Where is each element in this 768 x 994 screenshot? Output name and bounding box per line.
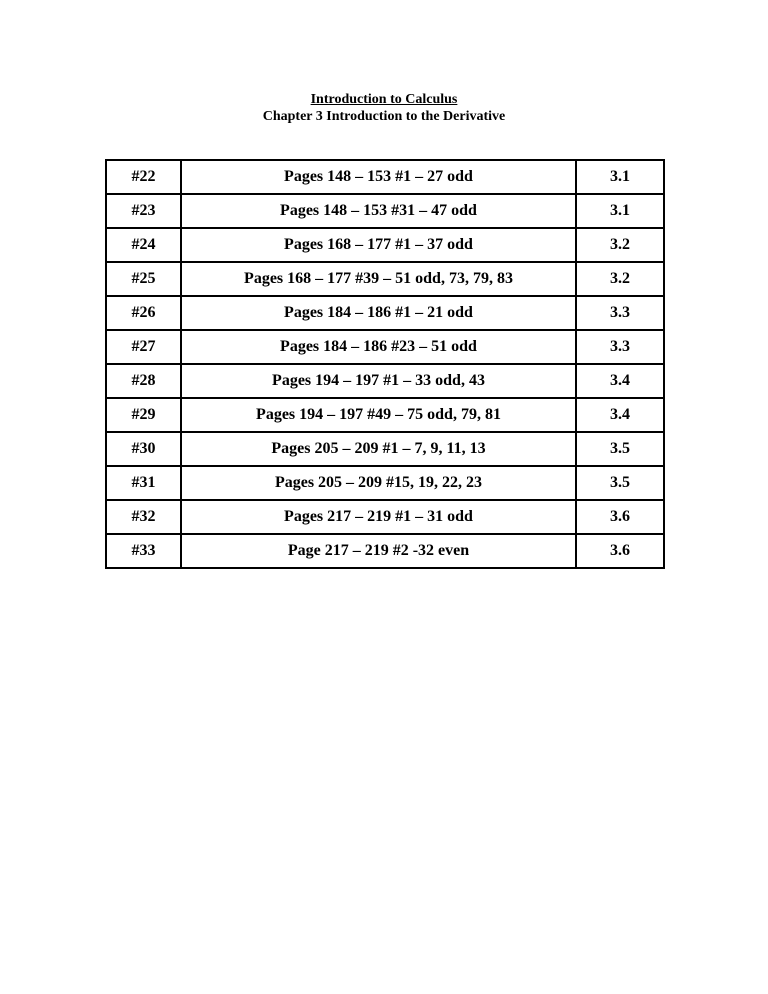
table-row <box>106 364 664 398</box>
assignment-pages-cell: Pages 148 – 153 #31 – 47 odd <box>181 194 576 228</box>
assignment-number-cell: #29 <box>106 398 181 432</box>
assignment-pages-cell: Pages 205 – 209 #15, 19, 22, 23 <box>181 466 576 500</box>
assignment-section-cell: 3.2 <box>576 228 664 262</box>
table-row <box>106 534 664 568</box>
assignment-section-cell: 3.3 <box>576 296 664 330</box>
table-row <box>106 500 664 534</box>
assignment-section-cell: 3.2 <box>576 262 664 296</box>
document-title: Introduction to Calculus <box>310 92 458 107</box>
assignment-number-cell: #27 <box>106 330 181 364</box>
assignment-section-cell: 3.4 <box>576 364 664 398</box>
table-row <box>106 194 664 228</box>
assignment-pages-cell: Pages 194 – 197 #1 – 33 odd, 43 <box>181 364 576 398</box>
assignment-section-cell: 3.5 <box>576 466 664 500</box>
table-row <box>106 432 664 466</box>
assignment-number-cell: #32 <box>106 500 181 534</box>
assignments-table-body <box>106 160 664 568</box>
assignment-pages-cell: Pages 148 – 153 #1 – 27 odd <box>181 160 576 194</box>
assignment-number-cell: #28 <box>106 364 181 398</box>
assignment-number-cell: #30 <box>106 432 181 466</box>
assignment-number-cell: #25 <box>106 262 181 296</box>
assignment-number-cell: #26 <box>106 296 181 330</box>
table-row <box>106 466 664 500</box>
assignment-section-cell: 3.3 <box>576 330 664 364</box>
document-header <box>0 91 768 125</box>
table-row <box>106 160 664 194</box>
assignment-section-cell: 3.6 <box>576 500 664 534</box>
assignment-pages-cell: Page 217 – 219 #2 -32 even <box>181 534 576 568</box>
assignment-pages-cell: Pages 205 – 209 #1 – 7, 9, 11, 13 <box>181 432 576 466</box>
assignment-pages-cell: Pages 168 – 177 #1 – 37 odd <box>181 228 576 262</box>
table-row <box>106 296 664 330</box>
document-subtitle: Chapter 3 Introduction to the Derivative <box>262 109 506 124</box>
assignment-section-cell: 3.1 <box>576 160 664 194</box>
assignment-section-cell: 3.4 <box>576 398 664 432</box>
assignment-pages-cell: Pages 184 – 186 #1 – 21 odd <box>181 296 576 330</box>
assignment-number-cell: #24 <box>106 228 181 262</box>
assignment-pages-cell: Pages 217 – 219 #1 – 31 odd <box>181 500 576 534</box>
assignment-pages-cell: Pages 168 – 177 #39 – 51 odd, 73, 79, 83 <box>181 262 576 296</box>
assignment-number-cell: #23 <box>106 194 181 228</box>
assignment-pages-cell: Pages 184 – 186 #23 – 51 odd <box>181 330 576 364</box>
table-row <box>106 330 664 364</box>
assignment-section-cell: 3.1 <box>576 194 664 228</box>
assignment-number-cell: #31 <box>106 466 181 500</box>
table-row <box>106 398 664 432</box>
assignment-section-cell: 3.5 <box>576 432 664 466</box>
assignment-pages-cell: Pages 194 – 197 #49 – 75 odd, 79, 81 <box>181 398 576 432</box>
table-row <box>106 228 664 262</box>
table-row <box>106 262 664 296</box>
assignments-table <box>105 159 665 569</box>
assignment-section-cell: 3.6 <box>576 534 664 568</box>
assignment-number-cell: #22 <box>106 160 181 194</box>
assignment-number-cell: #33 <box>106 534 181 568</box>
